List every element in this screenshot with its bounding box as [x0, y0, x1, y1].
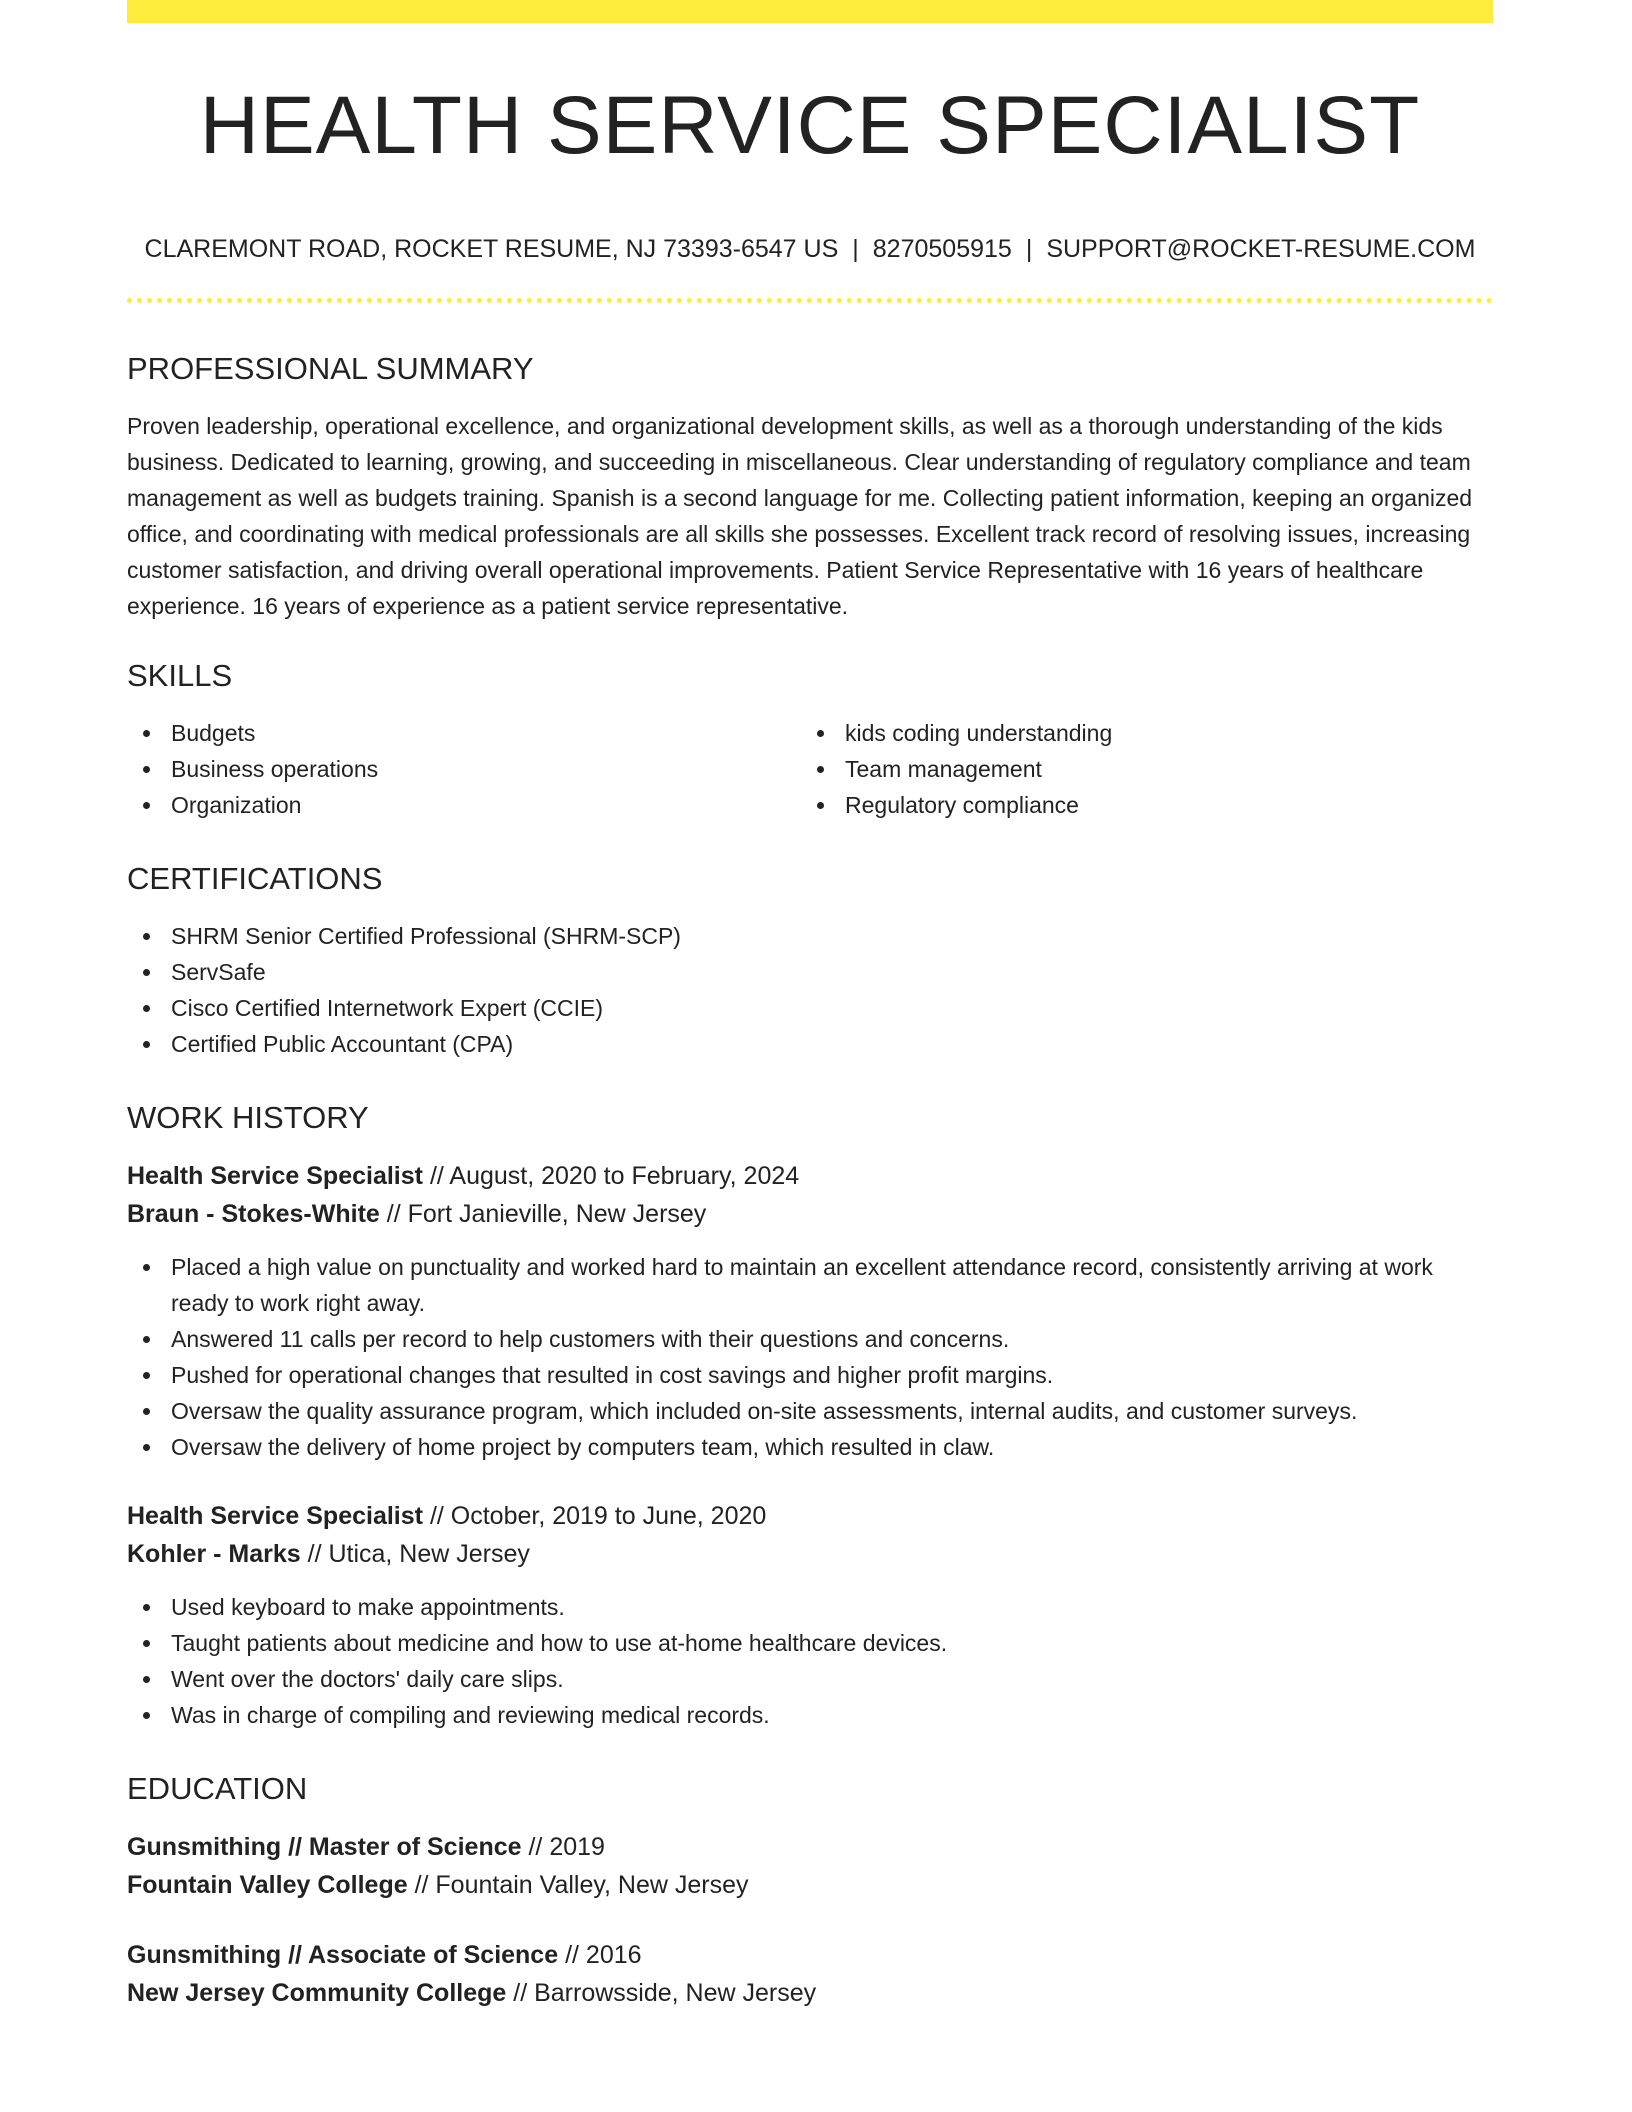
skill-item: Budgets	[127, 715, 801, 751]
job-duty: Pushed for operational changes that resulted in cost savings and higher profit margins.	[127, 1357, 1493, 1393]
contact-phone: 8270505915	[872, 235, 1012, 263]
education-entry	[127, 1828, 1493, 1904]
skill-item: kids coding understanding	[801, 715, 1475, 751]
education-degree-line	[127, 1936, 1493, 1974]
job-company-line	[127, 1535, 1493, 1573]
certification-item: SHRM Senior Certified Professional (SHRM-SCP)	[127, 918, 1493, 954]
dotted-divider	[127, 298, 1493, 303]
contact-separator: |	[1025, 235, 1033, 263]
job-duty: Placed a high value on punctuality and worked hard to maintain an excellent attendance record, consistently arriving at work ready to work right away.	[127, 1249, 1493, 1321]
job-title: Health Service Specialist	[127, 1502, 423, 1530]
job-entry	[127, 1157, 1493, 1465]
skills-column-right	[801, 715, 1475, 823]
job-location: // Fort Janieville, New Jersey	[386, 1200, 707, 1228]
job-location: // Utica, New Jersey	[307, 1540, 530, 1568]
skills-list	[127, 715, 1493, 823]
top-accent-bar	[127, 0, 1493, 23]
job-entry	[127, 1497, 1493, 1733]
education-heading: EDUCATION	[127, 1771, 308, 1806]
job-duty: Was in charge of compiling and reviewing medical records.	[127, 1697, 1493, 1733]
job-title-line	[127, 1497, 1493, 1535]
resume-title: HEALTH SERVICE SPECIALIST	[199, 80, 1421, 171]
education-degree-line	[127, 1828, 1493, 1866]
education-degree: Gunsmithing // Associate of Science	[127, 1941, 559, 1969]
contact-address: CLAREMONT ROAD, ROCKET RESUME, NJ 73393-6547 US	[144, 235, 839, 263]
job-dates: // October, 2019 to June, 2020	[429, 1502, 767, 1530]
contact-separator: |	[852, 235, 859, 263]
certification-item: ServSafe	[127, 954, 1493, 990]
work-history-heading: WORK HISTORY	[127, 1100, 369, 1135]
job-duties-list	[127, 1589, 1493, 1733]
education-school: Fountain Valley College	[127, 1871, 408, 1899]
contact-line	[127, 237, 1493, 262]
education-school-line	[127, 1974, 1493, 2012]
education-school: New Jersey Community College	[127, 1979, 507, 2007]
education-year: // 2016	[565, 1941, 642, 1969]
resume-page	[127, 0, 1493, 2012]
education-location: // Fountain Valley, New Jersey	[414, 1871, 749, 1899]
education-degree: Gunsmithing // Master of Science	[127, 1833, 522, 1861]
job-duties-list	[127, 1249, 1493, 1465]
job-duty: Oversaw the delivery of home project by computers team, which resulted in claw.	[127, 1429, 1493, 1465]
job-title-line	[127, 1157, 1493, 1195]
job-company: Kohler - Marks	[127, 1540, 301, 1568]
job-company: Braun - Stokes-White	[127, 1200, 380, 1228]
job-duty: Taught patients about medicine and how to use at-home healthcare devices.	[127, 1625, 1493, 1661]
skill-item: Business operations	[127, 751, 801, 787]
skills-heading: SKILLS	[127, 658, 233, 693]
job-duty: Oversaw the quality assurance program, which included on-site assessments, internal audits, and customer surveys.	[127, 1393, 1493, 1429]
summary-heading: PROFESSIONAL SUMMARY	[127, 351, 534, 386]
job-dates: // August, 2020 to February, 2024	[429, 1162, 800, 1190]
skills-column-left	[127, 715, 801, 823]
summary-text: Proven leadership, operational excellence, and organizational development skills, as well as a thorough understanding of the kids business. Dedicated to learning, growing, and succeeding in miscellaneous. Clear understanding of regulatory compliance and team management as well as budgets training. Spanish is a second language for me. Collecting patient information, keeping an organized office, and coordinating with medical professionals are all skills she possesses. Excellent track record of resolving issues, increasing customer satisfaction, and driving overall operational improvements. Patient Service Representative with 16 years of healthcare experience. 16 years of experience as a patient service representative.	[127, 413, 1473, 619]
job-title: Health Service Specialist	[127, 1162, 423, 1190]
education-entry	[127, 1936, 1493, 2012]
education-location: // Barrowsside, New Jersey	[513, 1979, 817, 2007]
skill-item: Regulatory compliance	[801, 787, 1475, 823]
certifications-list	[127, 918, 1493, 1062]
job-duty: Used keyboard to make appointments.	[127, 1589, 1493, 1625]
education-school-line	[127, 1866, 1493, 1904]
job-duty: Answered 11 calls per record to help customers with their questions and concerns.	[127, 1321, 1493, 1357]
contact-email: SUPPORT@ROCKET-RESUME.COM	[1046, 235, 1476, 263]
skill-item: Organization	[127, 787, 801, 823]
job-company-line	[127, 1195, 1493, 1233]
certifications-heading: CERTIFICATIONS	[127, 861, 383, 896]
education-year: // 2019	[528, 1833, 605, 1861]
certification-item: Cisco Certified Internetwork Expert (CCIE)	[127, 990, 1493, 1026]
skill-item: Team management	[801, 751, 1475, 787]
certification-item: Certified Public Accountant (CPA)	[127, 1026, 1493, 1062]
job-duty: Went over the doctors' daily care slips.	[127, 1661, 1493, 1697]
